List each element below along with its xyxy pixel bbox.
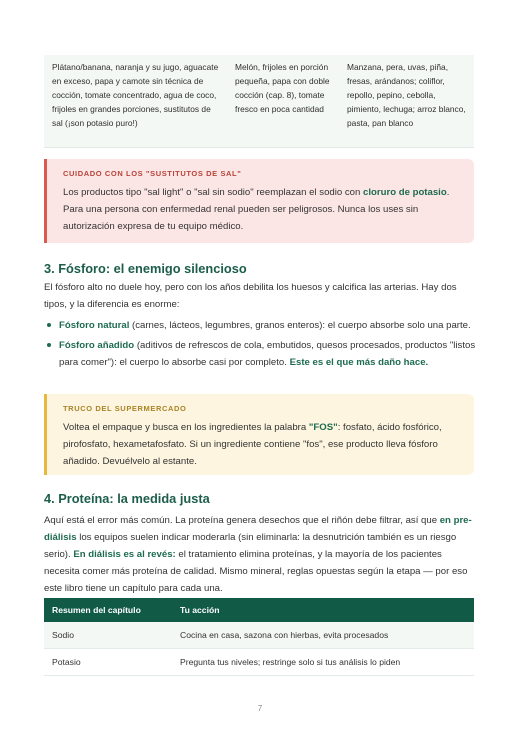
proteina-paragraph bbox=[44, 512, 476, 597]
summary-table-header bbox=[44, 598, 474, 622]
summary-table bbox=[44, 598, 474, 676]
section-heading-fosforo: 3. Fósforo: el enemigo silencioso bbox=[44, 261, 247, 276]
bullet-strong: Fósforo añadido bbox=[59, 340, 135, 351]
warning-text-a: Los productos tipo "sal light" o "sal sin sodio" reemplazan el sodio con bbox=[63, 187, 364, 198]
food-table-row bbox=[44, 55, 474, 148]
section-heading-proteina: 4. Proteína: la medida justa bbox=[44, 491, 210, 506]
proteina-text-a: Aquí está el error más común. La proteína genera desechos que el riñón debe filtrar, así que bbox=[44, 515, 440, 526]
bullet-text: (aditivos de refrescos de cola, embutidos, quesos procesados, productos "listos para comer"): el cuerpo lo absorbe casi por completo. bbox=[59, 340, 476, 368]
tip-text-a: Voltea el empaque y busca en los ingredientes la palabra bbox=[63, 422, 309, 433]
salt-substitute-warning bbox=[44, 159, 474, 243]
table-row bbox=[44, 622, 474, 649]
warning-text-emph: cloruro de potasio bbox=[363, 187, 447, 198]
bullet-strong: Fósforo natural bbox=[59, 320, 130, 331]
row-action: Pregunta tus niveles; restringe solo si tus análisis lo piden bbox=[180, 657, 401, 667]
tip-text-c: : fosfato, ácido fosfórico, pirofosfato, hexametafosfato. Si un ingrediente contiene "fos", ese producto lleva fósforo añadido. Devuélvelo al estante. bbox=[63, 422, 442, 467]
row-label: Potasio bbox=[52, 657, 81, 667]
bullet-emph: Este es el que más daño hace. bbox=[289, 357, 429, 368]
header-cell-summary: Resumen del capítulo bbox=[52, 605, 141, 615]
table-row bbox=[44, 649, 474, 676]
proteina-emph-1: en pre-diálisis bbox=[44, 515, 472, 543]
warning-text-c: . Para una persona con enfermedad renal pueden ser peligrosos. Nunca los uses sin autorización expresa de tu equipo médico. bbox=[63, 187, 450, 232]
food-cell-high: Plátano/banana, naranja y su jugo, aguacate en exceso, papa y camote sin técnica de cocción, tomate concentrado, agua de coco, frijoles en grandes porciones, sustitutos de sal (¡son potasio puro!) bbox=[52, 62, 219, 128]
food-cell-low: Manzana, pera, uvas, piña, fresas, arándanos; coliflor, repollo, pepino, cebolla, pimiento, lechuga; arroz blanco, pasta, pan blanco bbox=[347, 62, 466, 128]
list-item bbox=[44, 337, 476, 371]
warning-title: CUIDADO CON LOS "SUSTITUTOS DE SAL" bbox=[63, 169, 242, 178]
fosforo-list bbox=[44, 317, 476, 374]
food-cell-moderate: Melón, frijoles en porción pequeña, papa con doble cocción (cap. 8), tomate fresco en poca cantidad bbox=[235, 62, 330, 114]
tip-title: TRUCO DEL SUPERMERCADO bbox=[63, 404, 187, 413]
row-action: Cocina en casa, sazona con hierbas, evita procesados bbox=[180, 630, 389, 640]
list-item bbox=[44, 317, 476, 334]
header-cell-action: Tu acción bbox=[180, 605, 220, 615]
tip-body bbox=[63, 419, 460, 470]
row-label: Sodio bbox=[52, 630, 74, 640]
warning-body bbox=[63, 184, 460, 235]
proteina-text-c: los equipos suelen indicar moderarla (sin eliminarla: la desnutrición también es un riesgo serio). bbox=[44, 532, 457, 560]
fosforo-intro: El fósforo alto no duele hoy, pero con los años debilita los huesos y calcifica las arterias. Hay dos tipos, y la diferencia es enorme: bbox=[44, 282, 457, 310]
supermarket-tip bbox=[44, 394, 474, 475]
tip-text-emph: "FOS" bbox=[308, 422, 338, 433]
proteina-emph-2: En diálisis es al revés: bbox=[73, 549, 176, 560]
page-number: 7 bbox=[257, 704, 263, 713]
proteina-text-e: el tratamiento elimina proteínas, y la mayoría de los pacientes necesita comer más proteína de calidad. Mismo mineral, reglas opuestas según la etapa — por eso este libro tiene un capítulo para cada una. bbox=[44, 549, 468, 594]
bullet-text: (carnes, lácteos, legumbres, granos enteros): el cuerpo absorbe solo una parte. bbox=[129, 320, 471, 331]
